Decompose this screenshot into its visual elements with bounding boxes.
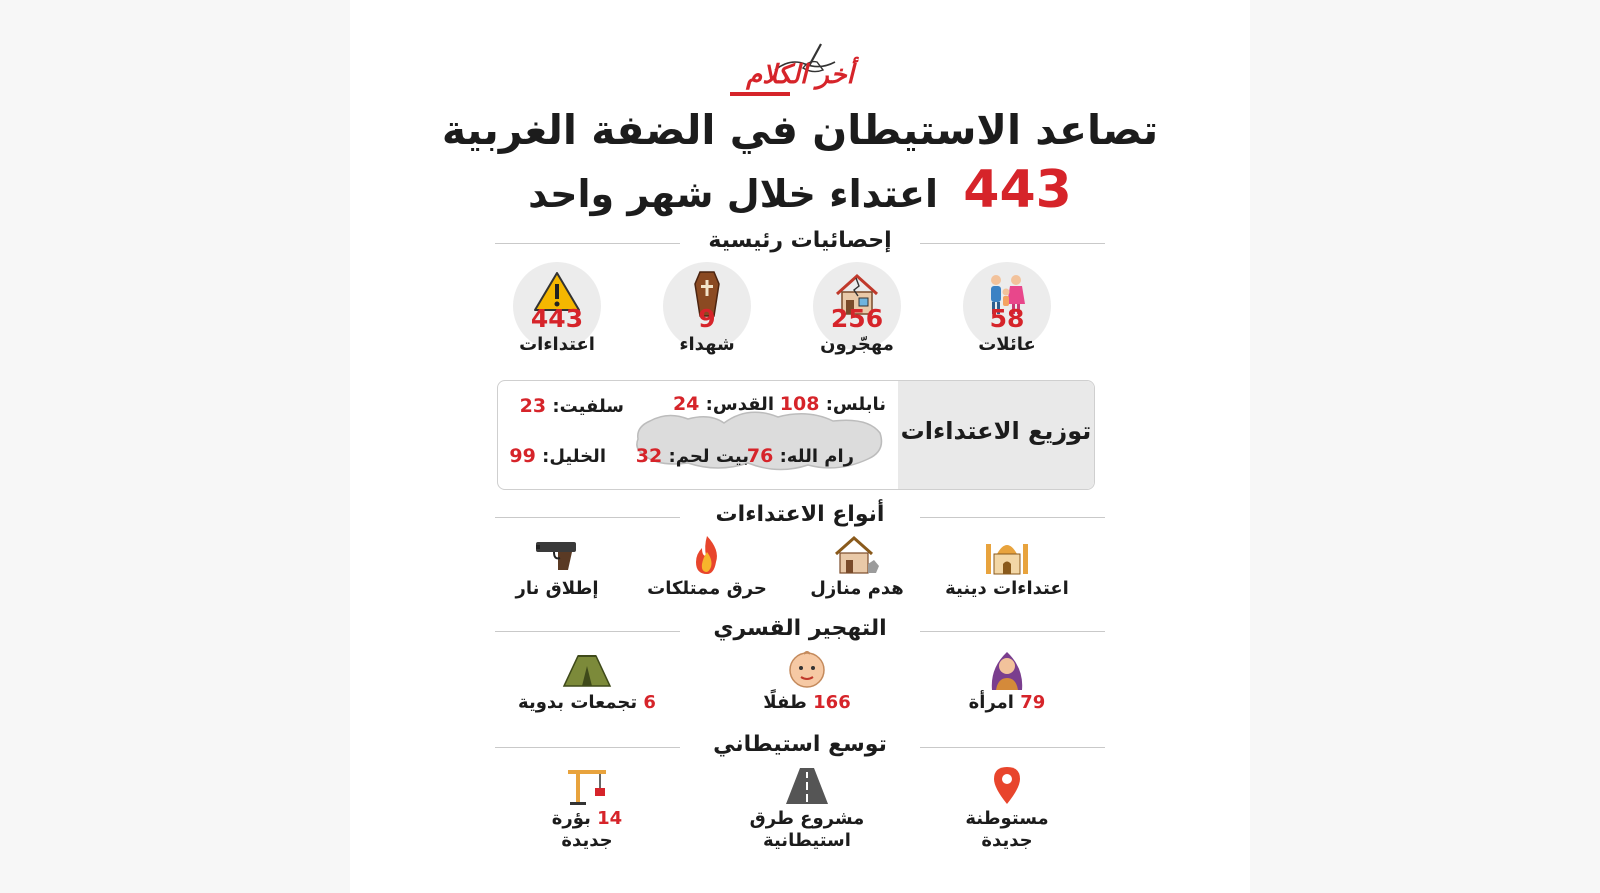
city-name: الخليل: [542,446,606,467]
stat-attacks [492,262,622,362]
expansion-line2: جديدة [561,830,613,851]
divider [495,517,680,518]
divider [495,747,680,748]
tent-icon [562,648,612,690]
infographic-poster [350,0,1250,893]
demolished-house-icon [832,534,882,576]
city-count: 24 [672,393,700,415]
city-name: سلفيت: [552,396,624,417]
city-bethlehem [636,445,749,467]
attack-type-label: هدم منازل [810,578,904,599]
city-name: بيت لحم: [668,446,749,467]
stat-value: 443 [530,304,584,333]
expansion-line2: جديدة [981,830,1033,851]
stat-value: 9 [698,304,716,333]
section-key-stats [495,228,1105,258]
displacement-children [722,648,892,718]
brand-logo-text: أخر الكلام [746,60,854,90]
section-attack-types-title: أنواع الاعتداءات [715,502,885,527]
section-key-stats-title: إحصائيات رئيسية [708,228,892,253]
section-forced-displacement-title: التهجير القسري [713,616,887,641]
displacement-count: 166 [813,692,851,713]
section-forced-displacement [495,616,1105,646]
headline-subtitle-text: اعتداء خلال شهر واحد [528,172,939,216]
divider [920,747,1105,748]
city-count: 76 [746,445,774,467]
fire-icon [682,534,732,576]
city-name: نابلس: [825,394,886,415]
city-count: 108 [779,393,820,415]
displacement-bedouin [502,648,672,718]
displacement-label [922,692,1092,714]
divider [920,631,1105,632]
child-icon [782,648,832,690]
city-ramallah [747,445,854,467]
displacement-text: تجمعات بدوية [518,692,638,713]
woman-icon [982,648,1032,690]
stat-label: عائلات [978,334,1036,355]
displacement-women [922,648,1092,718]
displacement-label [502,692,672,714]
displacement-text: طفلًا [763,692,807,713]
expansion-label [502,808,672,852]
attack-type-shooting [472,534,642,604]
distribution-header [898,381,1094,489]
stat-displaced [792,262,922,362]
section-settlement-expansion [495,732,1105,762]
section-settlement-expansion-title: توسع استيطاني [713,732,887,757]
stat-value: 256 [830,304,884,333]
expansion-count: 14 [597,808,623,829]
stat-families [942,262,1072,362]
expansion-line1: بؤرة [551,808,591,829]
map-pin-icon [982,764,1032,806]
section-attack-types [495,502,1105,532]
road-icon [782,764,832,806]
attack-type-label: إطلاق نار [515,578,599,599]
city-name: القدس: [705,394,774,415]
attack-type-demolition [772,534,942,604]
divider [495,631,680,632]
city-salfit [520,395,624,417]
stat-label: اعتداءات [519,334,595,355]
city-name: رام الله: [779,446,854,467]
displacement-count: 6 [643,692,656,713]
headline-count: 443 [963,160,1072,220]
city-count: 99 [509,445,536,467]
expansion-line1: مستوطنة [965,808,1049,829]
page-title: تصاعد الاستيطان في الضفة الغربية [441,106,1159,154]
mosque-icon [982,534,1032,576]
distribution-box [497,380,1095,490]
city-nablus [780,393,886,415]
distribution-title: توزيع الاعتداءات [900,417,1092,445]
divider [920,243,1105,244]
expansion-label [922,808,1092,852]
attack-type-label: اعتداءات دينية [945,578,1069,599]
stat-martyrs [642,262,772,362]
displacement-label [722,692,892,714]
crane-icon [562,764,612,806]
expansion-line2: استيطانية [763,830,851,851]
expansion-roads [722,764,892,860]
brand-logo [730,40,870,100]
logo-underline [730,92,790,96]
divider [920,517,1105,518]
displacement-text: امرأة [968,692,1014,713]
attack-type-religious [922,534,1092,604]
pistol-icon [532,534,582,576]
expansion-outposts [502,764,672,860]
divider [495,243,680,244]
stat-label: شهداء [679,334,735,355]
stat-value: 58 [989,304,1025,333]
city-jerusalem [673,393,774,415]
page-subtitle [350,160,1250,220]
stat-label: مهجّرون [820,334,894,355]
expansion-new-settlement [922,764,1092,860]
expansion-line1: مشروع طرق [749,808,865,829]
city-hebron [509,445,606,467]
city-count: 32 [635,445,663,467]
attack-type-arson [622,534,792,604]
expansion-label [722,808,892,852]
attack-type-label: حرق ممتلكات [647,578,767,599]
displacement-count: 79 [1020,692,1046,713]
city-count: 23 [519,395,547,417]
